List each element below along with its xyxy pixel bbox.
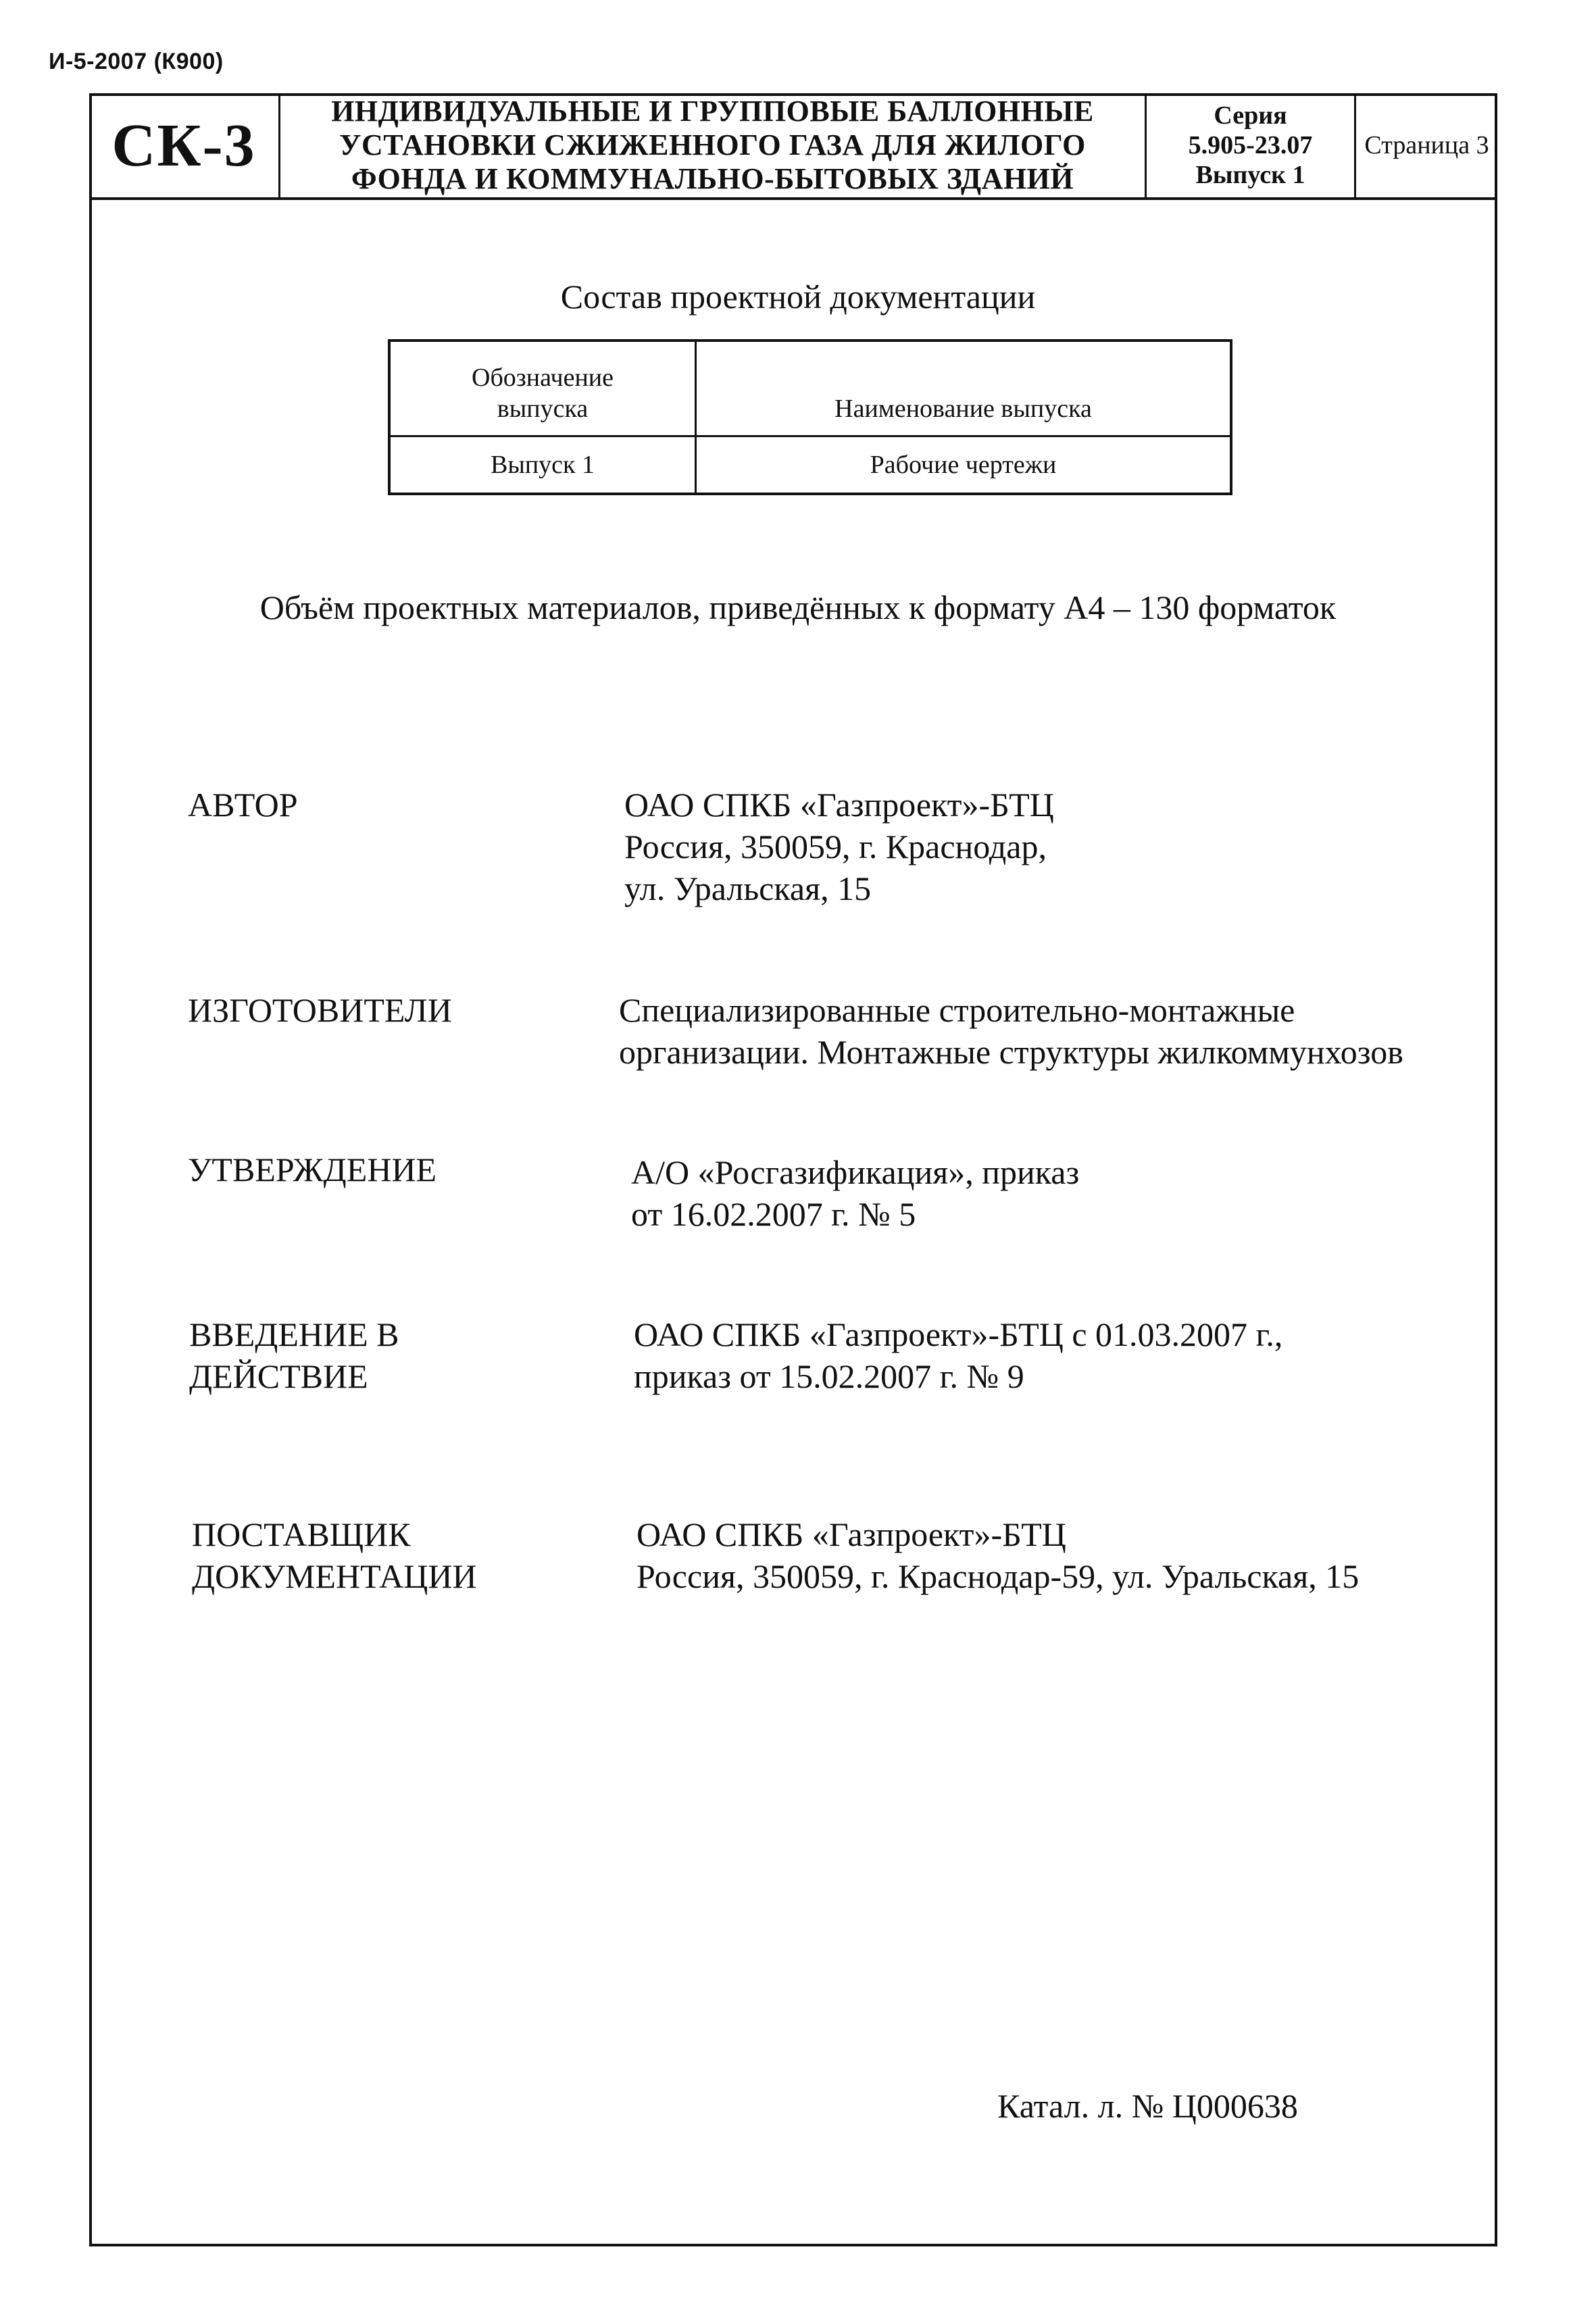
composition-table xyxy=(388,339,1232,495)
title-block xyxy=(89,93,1497,200)
header-name: Наименование выпуска xyxy=(696,341,1232,436)
value-supplier: ОАО СПКБ «Газпроект»-БТЦ Россия, 350059, г. Краснодар-59, ул. Уральская, 15 xyxy=(637,1515,1360,1595)
label-enactment: ВВЕДЕНИЕ В ДЕЙСТВИЕ xyxy=(189,1315,399,1395)
title-line: УСТАНОВКИ СЖИЖЕННОГО ГАЗА ДЛЯ ЖИЛОГО xyxy=(339,128,1086,161)
cell-name: Рабочие чертежи xyxy=(696,436,1232,495)
title-line: ИНДИВИДУАЛЬНЫЕ И ГРУППОВЫЕ БАЛЛОННЫЕ xyxy=(331,95,1094,128)
title-block-title xyxy=(280,93,1147,197)
label-manufacturers: ИЗГОТОВИТЕЛИ xyxy=(188,991,452,1029)
header-designation: Обозначение выпуска xyxy=(389,341,696,436)
value-enactment: ОАО СПКБ «Газпроект»-БТЦ с 01.03.2007 г., приказ от 15.02.2007 г. № 9 xyxy=(634,1315,1283,1395)
series-label: Серия xyxy=(1214,101,1287,130)
issue-label: Выпуск 1 xyxy=(1195,161,1305,189)
series-number: 5.905-23.07 xyxy=(1188,131,1313,159)
title-block-code: СК-3 xyxy=(89,93,280,197)
label-author: АВТОР xyxy=(188,786,298,824)
page-number: Страница 3 xyxy=(1364,131,1489,159)
composition-title: Состав проектной документации xyxy=(560,278,1036,316)
label-approval: УТВЕРЖДЕНИЕ xyxy=(188,1151,437,1188)
value-manufacturers: Специализированные строительно-монтажные организации. Монтажные структуры жилкоммунхозов xyxy=(619,991,1403,1071)
cell-designation: Выпуск 1 xyxy=(389,436,696,495)
title-block-series xyxy=(1147,93,1356,197)
volume-statement: Объём проектных материалов, приведённых к формату А4 – 130 форматок xyxy=(259,588,1337,626)
catalog-number: Катал. л. № Ц000638 xyxy=(997,2087,1298,2125)
table-header-row xyxy=(389,341,1231,436)
table-row xyxy=(389,436,1231,495)
value-author: ОАО СПКБ «Газпроект»-БТЦ Россия, 350059, г. Краснодар, ул. Уральская, 15 xyxy=(624,786,1054,907)
label-supplier: ПОСТАВЩИК ДОКУМЕНТАЦИИ xyxy=(192,1515,477,1595)
title-line: ФОНДА И КОММУНАЛЬНО-БЫТОВЫХ ЗДАНИЙ xyxy=(351,162,1074,195)
document-code: И-5-2007 (К900) xyxy=(49,49,224,74)
value-approval: А/О «Росгазификация», приказ от 16.02.2007 г. № 5 xyxy=(631,1153,1080,1233)
